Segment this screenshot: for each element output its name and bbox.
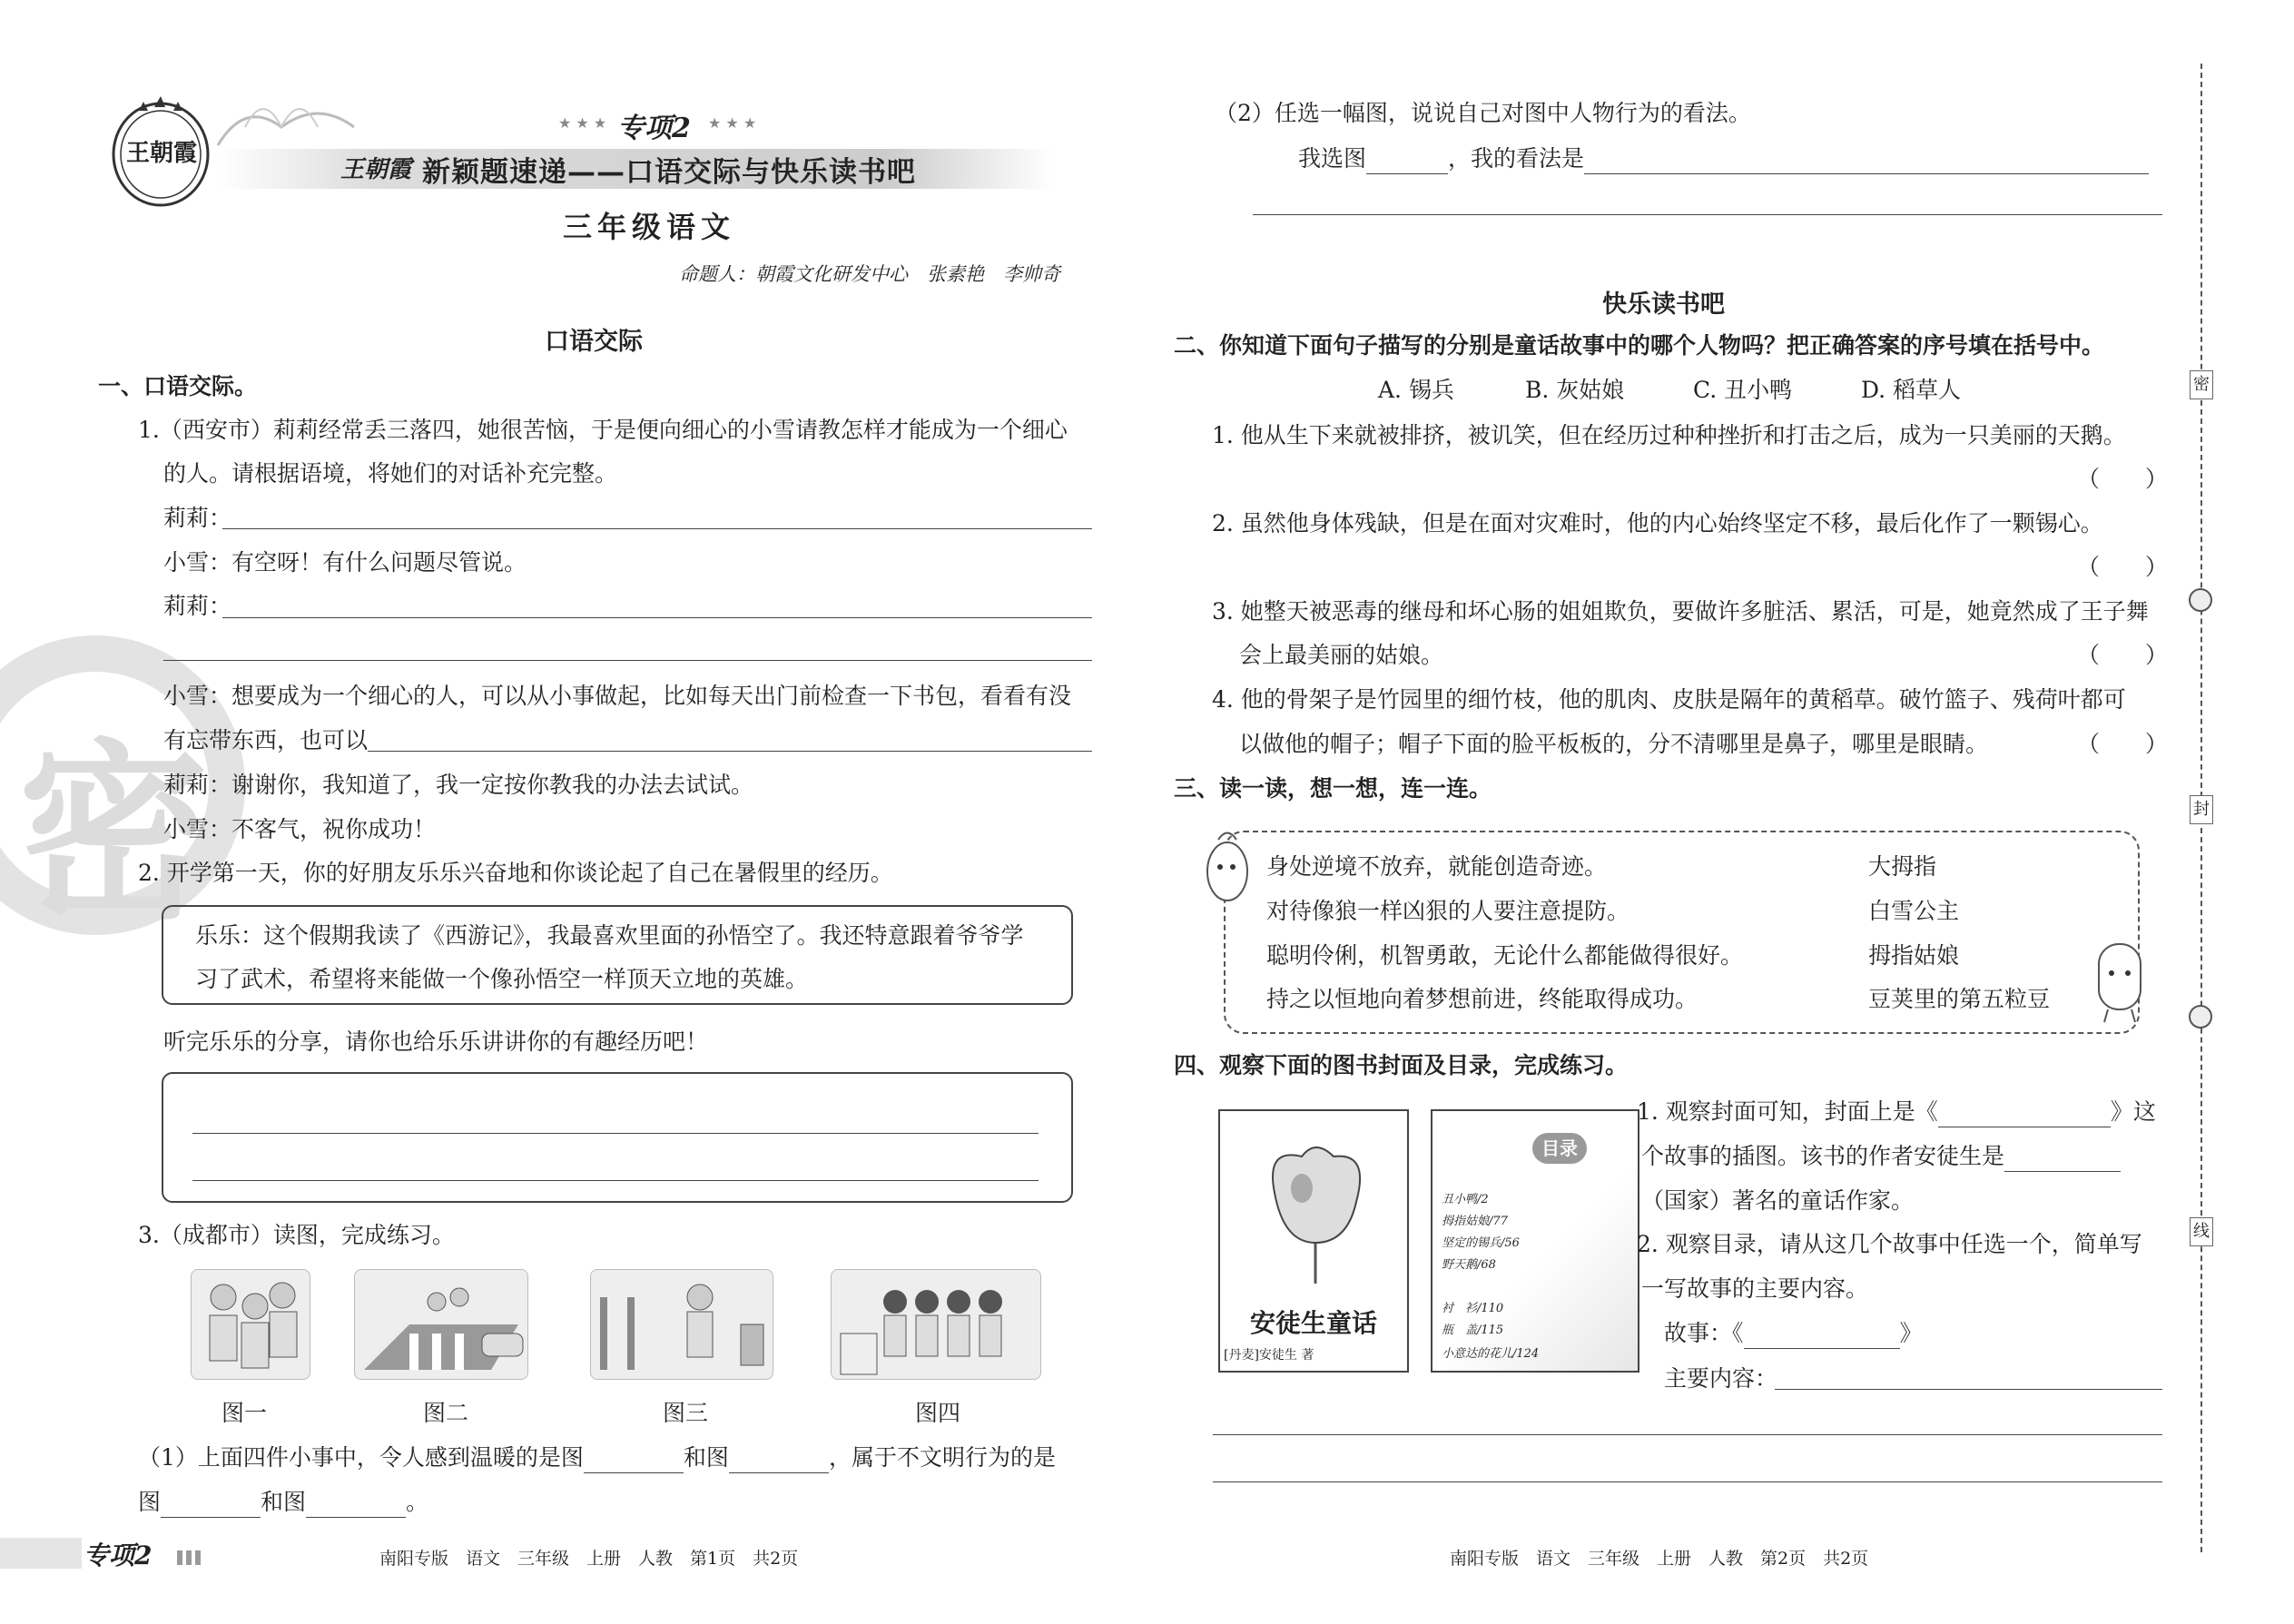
tulip-flower-icon (1247, 1138, 1383, 1293)
series-title: 新颖题速递——口语交际与快乐读书吧 (422, 156, 916, 189)
option-c: C. 丑小鸭 (1693, 377, 1793, 403)
q1-3-1-line2 (138, 1487, 428, 1518)
binding-hole-icon (2189, 1005, 2212, 1029)
q2-4-line2: 以做他的帽子；帽子下面的脸平板板的，分不清哪里是鼻子，哪里是眼睛。 (1239, 731, 1989, 757)
footer-left-bar (0, 1538, 82, 1569)
binding-mark-mi: 密 (2190, 370, 2213, 399)
match-right-3[interactable]: 拇指姑娘 (1868, 942, 1960, 969)
q1-1-line2: 的人。请根据语境，将她们的对话补充完整。 (163, 460, 618, 487)
q1-3-1-part1: （1）上面四件小事中，令人感到温暖的是图 (138, 1444, 584, 1471)
option-a: A. 锡兵 (1378, 377, 1454, 403)
q2-4-line1: 4. 他的骨架子是竹园里的细竹枝，他的肌肉、皮肤是隔年的黄稻草。破竹篮子、残荷叶都可 (1212, 686, 2126, 713)
header-stars-left: ★ ★ ★ (558, 114, 607, 132)
q1-3-1-line2-c: 。 (406, 1489, 429, 1515)
special-label: 专项2 (617, 113, 691, 144)
oral-section-title: 口语交际 (545, 328, 643, 356)
q4-2-line1: 2. 观察目录，请从这几个故事中任选一个，简单写 (1637, 1231, 2142, 1257)
experience-answer-box[interactable] (162, 1072, 1073, 1203)
content-answer-line-1[interactable] (1775, 1389, 2162, 1390)
q4-2-line2: 一写故事的主要内容。 (1641, 1275, 1869, 1302)
figure-2-image (354, 1269, 528, 1380)
subject-title: 三年级语文 (563, 210, 736, 244)
cabbage-mascot-icon (2088, 935, 2151, 1026)
q4-1-line2-text: 个故事的插图。该书的作者安徒生是 (1641, 1143, 2005, 1169)
story-a: 故事：《 (1664, 1320, 1744, 1346)
match-right-1[interactable]: 大拇指 (1868, 853, 1937, 880)
match-right-2[interactable]: 白雪公主 (1868, 898, 1960, 924)
story-b: 》 (1899, 1320, 1923, 1346)
author-country-blank[interactable] (2004, 1149, 2121, 1172)
uncivil-figure-blank-2[interactable] (306, 1495, 406, 1518)
uncivil-figure-blank-1[interactable] (161, 1495, 261, 1518)
match-left-3[interactable]: 聪明伶俐，机智勇敢，无论什么都能做得很好。 (1266, 942, 1744, 969)
option-d: D. 稻草人 (1861, 377, 1962, 403)
experience-answer-line-1[interactable] (192, 1133, 1039, 1134)
q1-3-1-line2-b: 和图 (261, 1489, 307, 1515)
match-left-1[interactable]: 身处逆境不放弃，就能创造奇迹。 (1266, 853, 1608, 880)
figure-2-label: 图二 (423, 1400, 469, 1426)
q4-heading: 四、观察下面的图书封面及目录，完成练习。 (1174, 1052, 1629, 1078)
book-toc-page (1431, 1109, 1639, 1373)
q3-heading: 三、读一读，想一想，连一连。 (1174, 775, 1492, 802)
footer-left-info: 南阳专版 语文 三年级 上册 人教 第1页 共2页 (379, 1549, 799, 1569)
banner-brand: 王朝霞 (340, 156, 412, 183)
figure-4-image (831, 1269, 1041, 1380)
footer-right-info: 南阳专版 语文 三年级 上册 人教 第2页 共2页 (1450, 1549, 1869, 1569)
q1-3-1-line2-a: 图 (138, 1489, 162, 1515)
q2-3-answer-paren[interactable]: （ ） (2077, 642, 2169, 668)
book-cover-author: [丹麦]安徒生 著 (1224, 1348, 1314, 1363)
warm-figure-blank-2[interactable] (729, 1451, 829, 1473)
match-left-2[interactable]: 对待像狼一样凶狠的人要注意提防。 (1266, 898, 1630, 924)
figure-4-label: 图四 (915, 1400, 961, 1426)
lele-quote-line1: 乐乐：这个假期我读了《西游记》，我最喜欢里面的孙悟空了。我还特意跟着爷爷学 (195, 922, 1024, 949)
q2-2-text: 2. 虽然他身体残缺，但是在面对灾难时，他的内心始终坚定不移，最后化作了一颗锡心。 (1212, 510, 2103, 536)
toc-item-3: 坚定的锡兵/56 (1442, 1236, 1520, 1250)
eggplant-mascot-icon (1200, 826, 1255, 908)
q1-3-1-part2: 和图 (683, 1444, 729, 1471)
binding-mark-xian: 线 (2190, 1217, 2213, 1246)
xiaoxue-line-2b: 有忘带东西，也可以 (163, 727, 369, 753)
toc-item-7: 小意达的花儿/124 (1442, 1347, 1540, 1361)
toc-title: 目录 (1532, 1133, 1587, 1164)
q1-3-1-line1 (138, 1442, 1056, 1473)
figure-1-label: 图一 (222, 1400, 268, 1426)
cover-story-blank[interactable] (1938, 1105, 2111, 1127)
brand-logo-badge (107, 91, 214, 209)
figure-3-image (590, 1269, 773, 1380)
xiaoxue-line-2a: 小雪：想要成为一个细心的人，可以从小事做起，比如每天出门前检查一下书包，看看有没 (163, 683, 1072, 709)
footer-special-label: 专项2 (84, 1540, 153, 1570)
lili-answer-line-2[interactable] (222, 617, 1092, 618)
book-cover-title: 安徒生童话 (1249, 1308, 1377, 1338)
lili-answer-line-1[interactable] (222, 528, 1092, 529)
q4-1-line2 (1641, 1141, 2121, 1172)
q1-3-text: 3.（成都市）读图，完成练习。 (138, 1222, 455, 1248)
q2-heading: 二、你知道下面句子描写的分别是童话故事中的哪个人物吗？把正确答案的序号填在括号中。 (1174, 332, 2105, 359)
q1-2-prompt: 听完乐乐的分享，请你也给乐乐讲讲你的有趣经历吧！ (163, 1029, 709, 1055)
authors-line: 命题人：朝霞文化研发中心 张素艳 李帅奇 (679, 263, 1060, 285)
xiaoxue-answer-line[interactable] (368, 751, 1092, 752)
q2-2-answer-paren[interactable]: （ ） (2077, 554, 2169, 580)
xiaoxue-line-1: 小雪：有空呀！有什么问题尽管说。 (163, 549, 527, 576)
lili-line-3: 莉莉：谢谢你，我知道了，我一定按你教我的办法去试试。 (163, 772, 754, 798)
toc-item-1: 丑小鸭/2 (1442, 1193, 1489, 1206)
figure-1-image (191, 1269, 310, 1380)
q4-1-line3: （国家）著名的童话作家。 (1641, 1187, 1915, 1214)
figure-3-label: 图三 (663, 1400, 709, 1426)
story-name-blank[interactable] (1744, 1326, 1900, 1349)
q4-1-line1 (1637, 1097, 2156, 1127)
children-queue-icon (832, 1270, 1040, 1379)
content-answer-line-3[interactable] (1213, 1481, 2162, 1482)
q1-3-2-fill-b: ，我的看法是 (1448, 145, 1585, 172)
q1-3-2-fill (1298, 143, 2149, 174)
boy-trash-icon (591, 1270, 773, 1379)
brand-logo-text: 王朝霞 (125, 140, 197, 167)
match-left-4[interactable]: 持之以恒地向着梦想前进，终能取得成功。 (1266, 986, 1698, 1012)
binding-mark-feng: 封 (2190, 795, 2213, 824)
watermark-glyph: 密 (18, 723, 210, 945)
story-fill-line (1664, 1318, 1923, 1349)
lili-line-1-label: 莉莉： (163, 505, 232, 531)
crosswalk-icon (355, 1270, 527, 1379)
q1-3-1-part3: ，属于不文明行为的是 (828, 1444, 1056, 1471)
q1-2-text: 2. 开学第一天，你的好朋友乐乐兴奋地和你谈论起了自己在暑假里的经历。 (138, 860, 893, 886)
q1-1-line1: 1.（西安市）莉莉经常丢三落四，她很苦恼，于是便向细心的小雪请教怎样才能成为一个细心 (138, 417, 1068, 443)
book-cover (1218, 1109, 1409, 1373)
binding-hole-icon (2189, 588, 2212, 612)
header-stars-right: ★ ★ ★ (708, 114, 757, 132)
xiaoxue-line-3: 小雪：不客气，祝你成功！ (163, 816, 437, 842)
toc-item-4: 野天鹅/68 (1442, 1258, 1496, 1272)
q2-4-answer-paren[interactable]: （ ） (2077, 731, 2169, 757)
match-right-4[interactable]: 豆荚里的第五粒豆 (1868, 986, 2051, 1012)
q4-1-a: 1. 观察封面可知，封面上是《 (1637, 1098, 1938, 1125)
lele-quote-line2: 习了武术，希望将来能做一个像孙悟空一样顶天立地的英雄。 (195, 966, 809, 992)
toc-item-6: 瓶 盖/115 (1442, 1324, 1504, 1337)
opinion-blank[interactable] (1584, 152, 2149, 174)
footer-squares-icon (177, 1550, 204, 1565)
reading-section-title: 快乐读书吧 (1602, 290, 1725, 319)
q1-3-2-text: （2）任选一幅图，说说自己对图中人物行为的看法。 (1215, 100, 1751, 126)
chosen-figure-blank[interactable] (1366, 152, 1448, 174)
q2-3-line2: 会上最美丽的姑娘。 (1239, 642, 1444, 668)
q2-1-answer-paren[interactable]: （ ） (2077, 466, 2169, 492)
q4-1-b: 》这 (2110, 1098, 2156, 1125)
children-group-icon (192, 1270, 310, 1379)
q1-3-2-fill-a: 我选图 (1298, 145, 1367, 172)
content-answer-line-2[interactable] (1213, 1434, 2162, 1435)
q2-1-text: 1. 他从生下来就被排挤，被讥笑，但在经历过种种挫折和打击之后，成为一只美丽的天鹅。 (1212, 422, 2126, 448)
lili-line-2-label: 莉莉： (163, 593, 232, 619)
lili-answer-line-3[interactable] (163, 660, 1092, 661)
warm-figure-blank-1[interactable] (584, 1451, 684, 1473)
toc-item-2: 拇指姑娘/77 (1442, 1215, 1508, 1228)
experience-answer-line-2[interactable] (192, 1180, 1039, 1181)
option-b: B. 灰姑娘 (1525, 377, 1625, 403)
q2-3-line1: 3. 她整天被恶毒的继母和坏心肠的姐姐欺负，要做许多脏活、累活，可是，她竟然成了王子舞 (1212, 598, 2149, 625)
q1-heading: 一、口语交际。 (98, 373, 258, 399)
toc-item-5: 衬 衫/110 (1442, 1302, 1504, 1315)
content-label: 主要内容： (1664, 1365, 1778, 1392)
opinion-answer-line[interactable] (1253, 214, 2162, 215)
